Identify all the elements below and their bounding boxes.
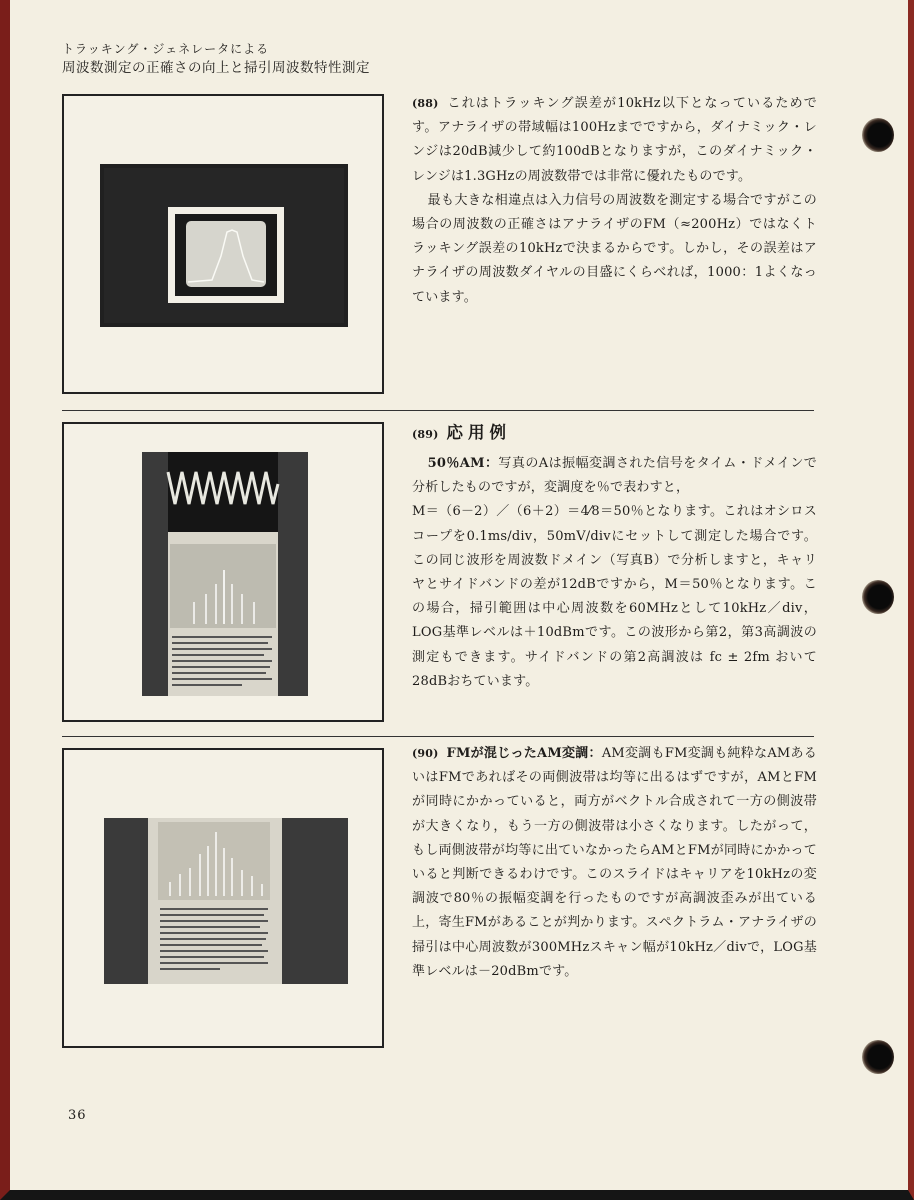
section-90-lead: FMが混じったAM変調： <box>446 746 602 761</box>
photo-frame-88 <box>62 94 384 394</box>
binder-hole-bottom <box>862 1040 894 1074</box>
section-89-heading-line <box>412 418 817 448</box>
photo-89-spectrum-screen <box>170 544 276 628</box>
photo-88-crt <box>186 221 266 287</box>
photo-89-am-slide <box>64 424 382 720</box>
section-89-text-1: 写真のAは振幅変調された信号をタイム・ドメインで分析したものですが，変調度を％で表わすと， <box>412 456 817 496</box>
section-89 <box>412 418 817 694</box>
section-89-lead: 50％AM： <box>427 456 499 471</box>
photo-90-left-band <box>104 818 148 984</box>
photo-89-left-band <box>142 452 168 696</box>
header-line-1: トラッキング・ジェネレータによる <box>62 42 270 56</box>
section-89-number: (89) <box>412 428 439 441</box>
binder-hole-middle <box>862 580 894 614</box>
section-88-text-1: これはトラッキング誤差が10kHz以下となっているためです。アナライザの帯域幅は100Hzまでですから，ダイナミック・レンジは20dB減少して約100dBとなりますが，このダイナミック・レンジは1.3GHzの周波数帯では非常に優れたものです。 <box>412 96 817 184</box>
section-89-paragraph-2: M＝（6－2）／（6＋2）＝4⁄8＝50％となります。これはオシロスコープを0.1ms/div，50mV/divにセットして測定した場合です。この同じ波形を周波数ドメイン（写真B）で分析しますと，キャリヤとサイドバンドの差が12dBですから，M＝50％となります。この場合，掃引範囲は中心周波数を60MHzとして10kHz／div，LOG基準レベルは＋10dBmです。この波形から第2，第3高調波の測定もできます。サイドバンドの第2高調波は fc ± 2fm おいて28dBおちています。 <box>412 504 817 689</box>
section-divider-1 <box>62 410 814 411</box>
section-89-paragraph-1 <box>412 452 817 500</box>
photo-frame-89 <box>62 422 384 722</box>
section-90 <box>412 742 817 984</box>
photo-90-right-band <box>282 818 348 984</box>
header-line-2: 周波数測定の正確さの向上と掃引周波数特性測定 <box>62 60 370 76</box>
binder-hole-top <box>862 118 894 152</box>
section-90-paragraph-1 <box>412 742 817 984</box>
running-header <box>62 40 370 78</box>
photo-89-caption-lines <box>172 636 272 686</box>
section-88 <box>412 92 817 310</box>
section-divider-2 <box>62 736 814 737</box>
photo-90-am-fm-slide <box>64 750 382 1046</box>
section-89-heading: 応用例 <box>446 423 512 442</box>
section-88-paragraph-1 <box>412 92 817 189</box>
section-90-text-1: AM変調もFM変調も純粋なAMあるいはFMであればその両側波帯は均等に出るはずですが，AMとFMが同時にかかっていると，両方がベクトル合成されて一方の側波帯が大きくなり，もう一方の側波帯は小さくなります。したがって，もし両側波帯が均等に出ていなかったらAMとFMが同時にかかっていると判断できるわけです。このスライドはキャリアを10kHzの変調波で80％の振幅変調を行ったものですが高調波歪みが出ている上，寄生FMがあることが判かります。スペクトラム・アナライザの掃引は中心周波数が300MHzスキャン幅が10kHz／divで，LOG基準レベルは－20dBmです。 <box>412 746 817 979</box>
photo-89-right-band <box>278 452 308 696</box>
photo-frame-90 <box>62 748 384 1048</box>
page-number: 36 <box>68 1108 87 1123</box>
section-90-number: (90) <box>412 747 439 760</box>
section-88-paragraph-2: 最も大きな相違点は入力信号の周波数を測定する場合ですがこの場合の周波数の正確さはアナライザのFM（≈200Hz）ではなくトラッキング誤差の10kHzで決まるからです。しかし，その誤差はアナライザの周波数ダイヤルの目盛にくらべれば，1000：1よくなっています。 <box>412 192 817 305</box>
photo-88-analyzer-screen <box>64 96 382 392</box>
section-88-number: (88) <box>412 97 439 110</box>
photo-90-spectrum-screen <box>158 822 270 900</box>
